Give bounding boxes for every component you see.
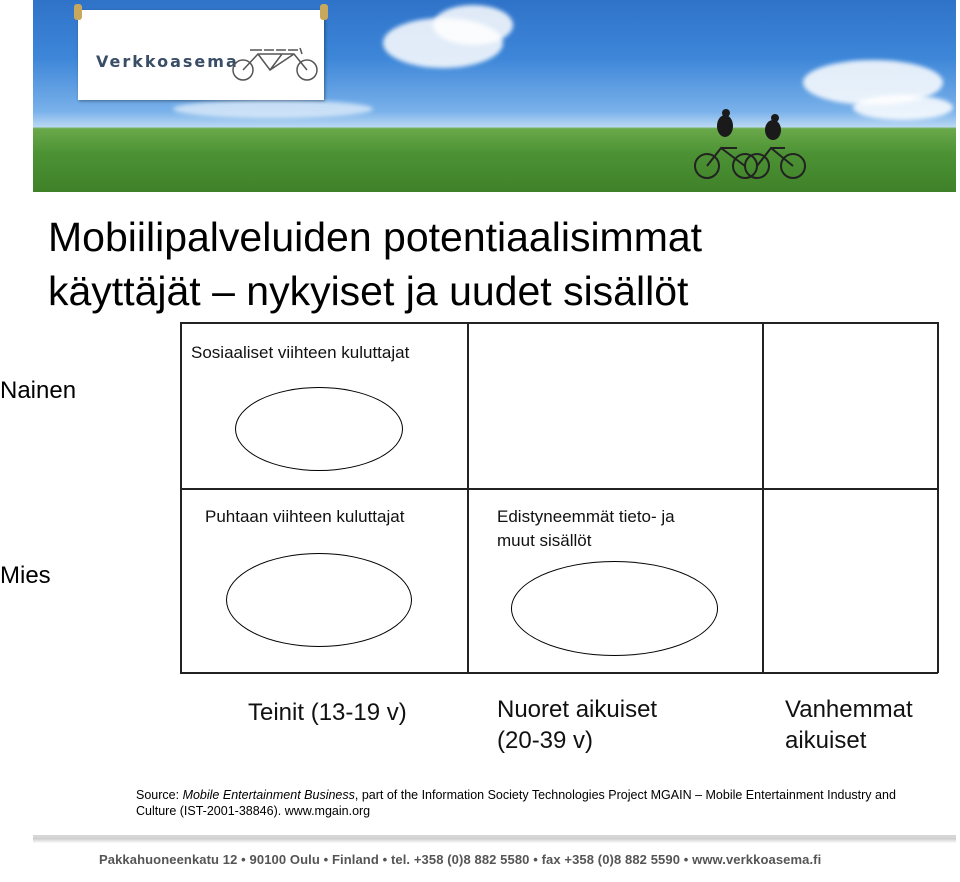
logo-text: Verkkoasema	[96, 52, 239, 71]
tandem-bicycle-icon	[230, 40, 320, 85]
ellipse-edistyneemmat	[511, 561, 718, 656]
grid-line	[762, 322, 764, 673]
page-title	[48, 210, 928, 318]
ellipse-sosiaaliset	[235, 387, 403, 471]
column-label-line: aikuiset	[785, 727, 867, 754]
column-label-line: Vanhemmat	[785, 696, 913, 723]
cloud	[853, 95, 953, 120]
ellipse-puhtaan	[226, 553, 412, 647]
grid-line	[180, 488, 938, 490]
pin-icon	[320, 4, 328, 20]
footer-contact: Pakkahuoneenkatu 12 • 90100 Oulu • Finland • tel. +358 (0)8 882 5580 • fax +358 (0)8 882 5590 • www.verkkoasema.fi	[99, 852, 822, 867]
cell-label-puhtaan: Puhtaan viihteen kuluttajat	[205, 507, 405, 526]
header-banner	[33, 0, 956, 192]
source-title: Mobile Entertainment Business	[182, 788, 355, 802]
column-label-line: Nuoret aikuiset	[497, 696, 658, 723]
source-rest: , part of the Information Society Technologies Project MGAIN – Mobile Entertainment Industry and Culture (IST-2001-38846). www.mgain.org	[136, 788, 896, 818]
pin-icon	[74, 4, 82, 20]
cloud	[433, 5, 513, 45]
cyclists-icon	[693, 108, 813, 188]
column-label-nuoret	[497, 694, 657, 756]
column-label-vanhemmat	[785, 694, 913, 756]
column-label-line: (20-39 v)	[497, 727, 594, 754]
cell-label-line: muut sisällöt	[497, 531, 592, 550]
grid-line	[467, 322, 469, 673]
title-line-1: Mobiilipalveluiden potentiaalisimmat	[48, 214, 703, 260]
column-label-line: Teinit (13-19 v)	[248, 699, 407, 726]
row-label-nainen: Nainen	[0, 377, 77, 404]
logo	[78, 10, 324, 100]
column-label-teinit	[248, 697, 407, 728]
footer-bar	[33, 835, 956, 882]
cell-label-sosiaaliset: Sosiaaliset viihteen kuluttajat	[191, 343, 410, 362]
source-prefix: Source:	[136, 788, 183, 802]
source-note	[136, 787, 936, 819]
cloud	[173, 100, 373, 118]
title-line-2: käyttäjät – nykyiset ja uudet sisällöt	[48, 268, 689, 314]
grid-line	[180, 322, 182, 673]
grid-line	[937, 322, 939, 673]
cell-label-edistyneemmat	[497, 505, 675, 553]
cell-label-line: Edistyneemmät tieto- ja	[497, 507, 675, 526]
row-label-mies: Mies	[0, 562, 51, 589]
grid-line	[180, 322, 938, 324]
grid-line	[180, 672, 938, 674]
